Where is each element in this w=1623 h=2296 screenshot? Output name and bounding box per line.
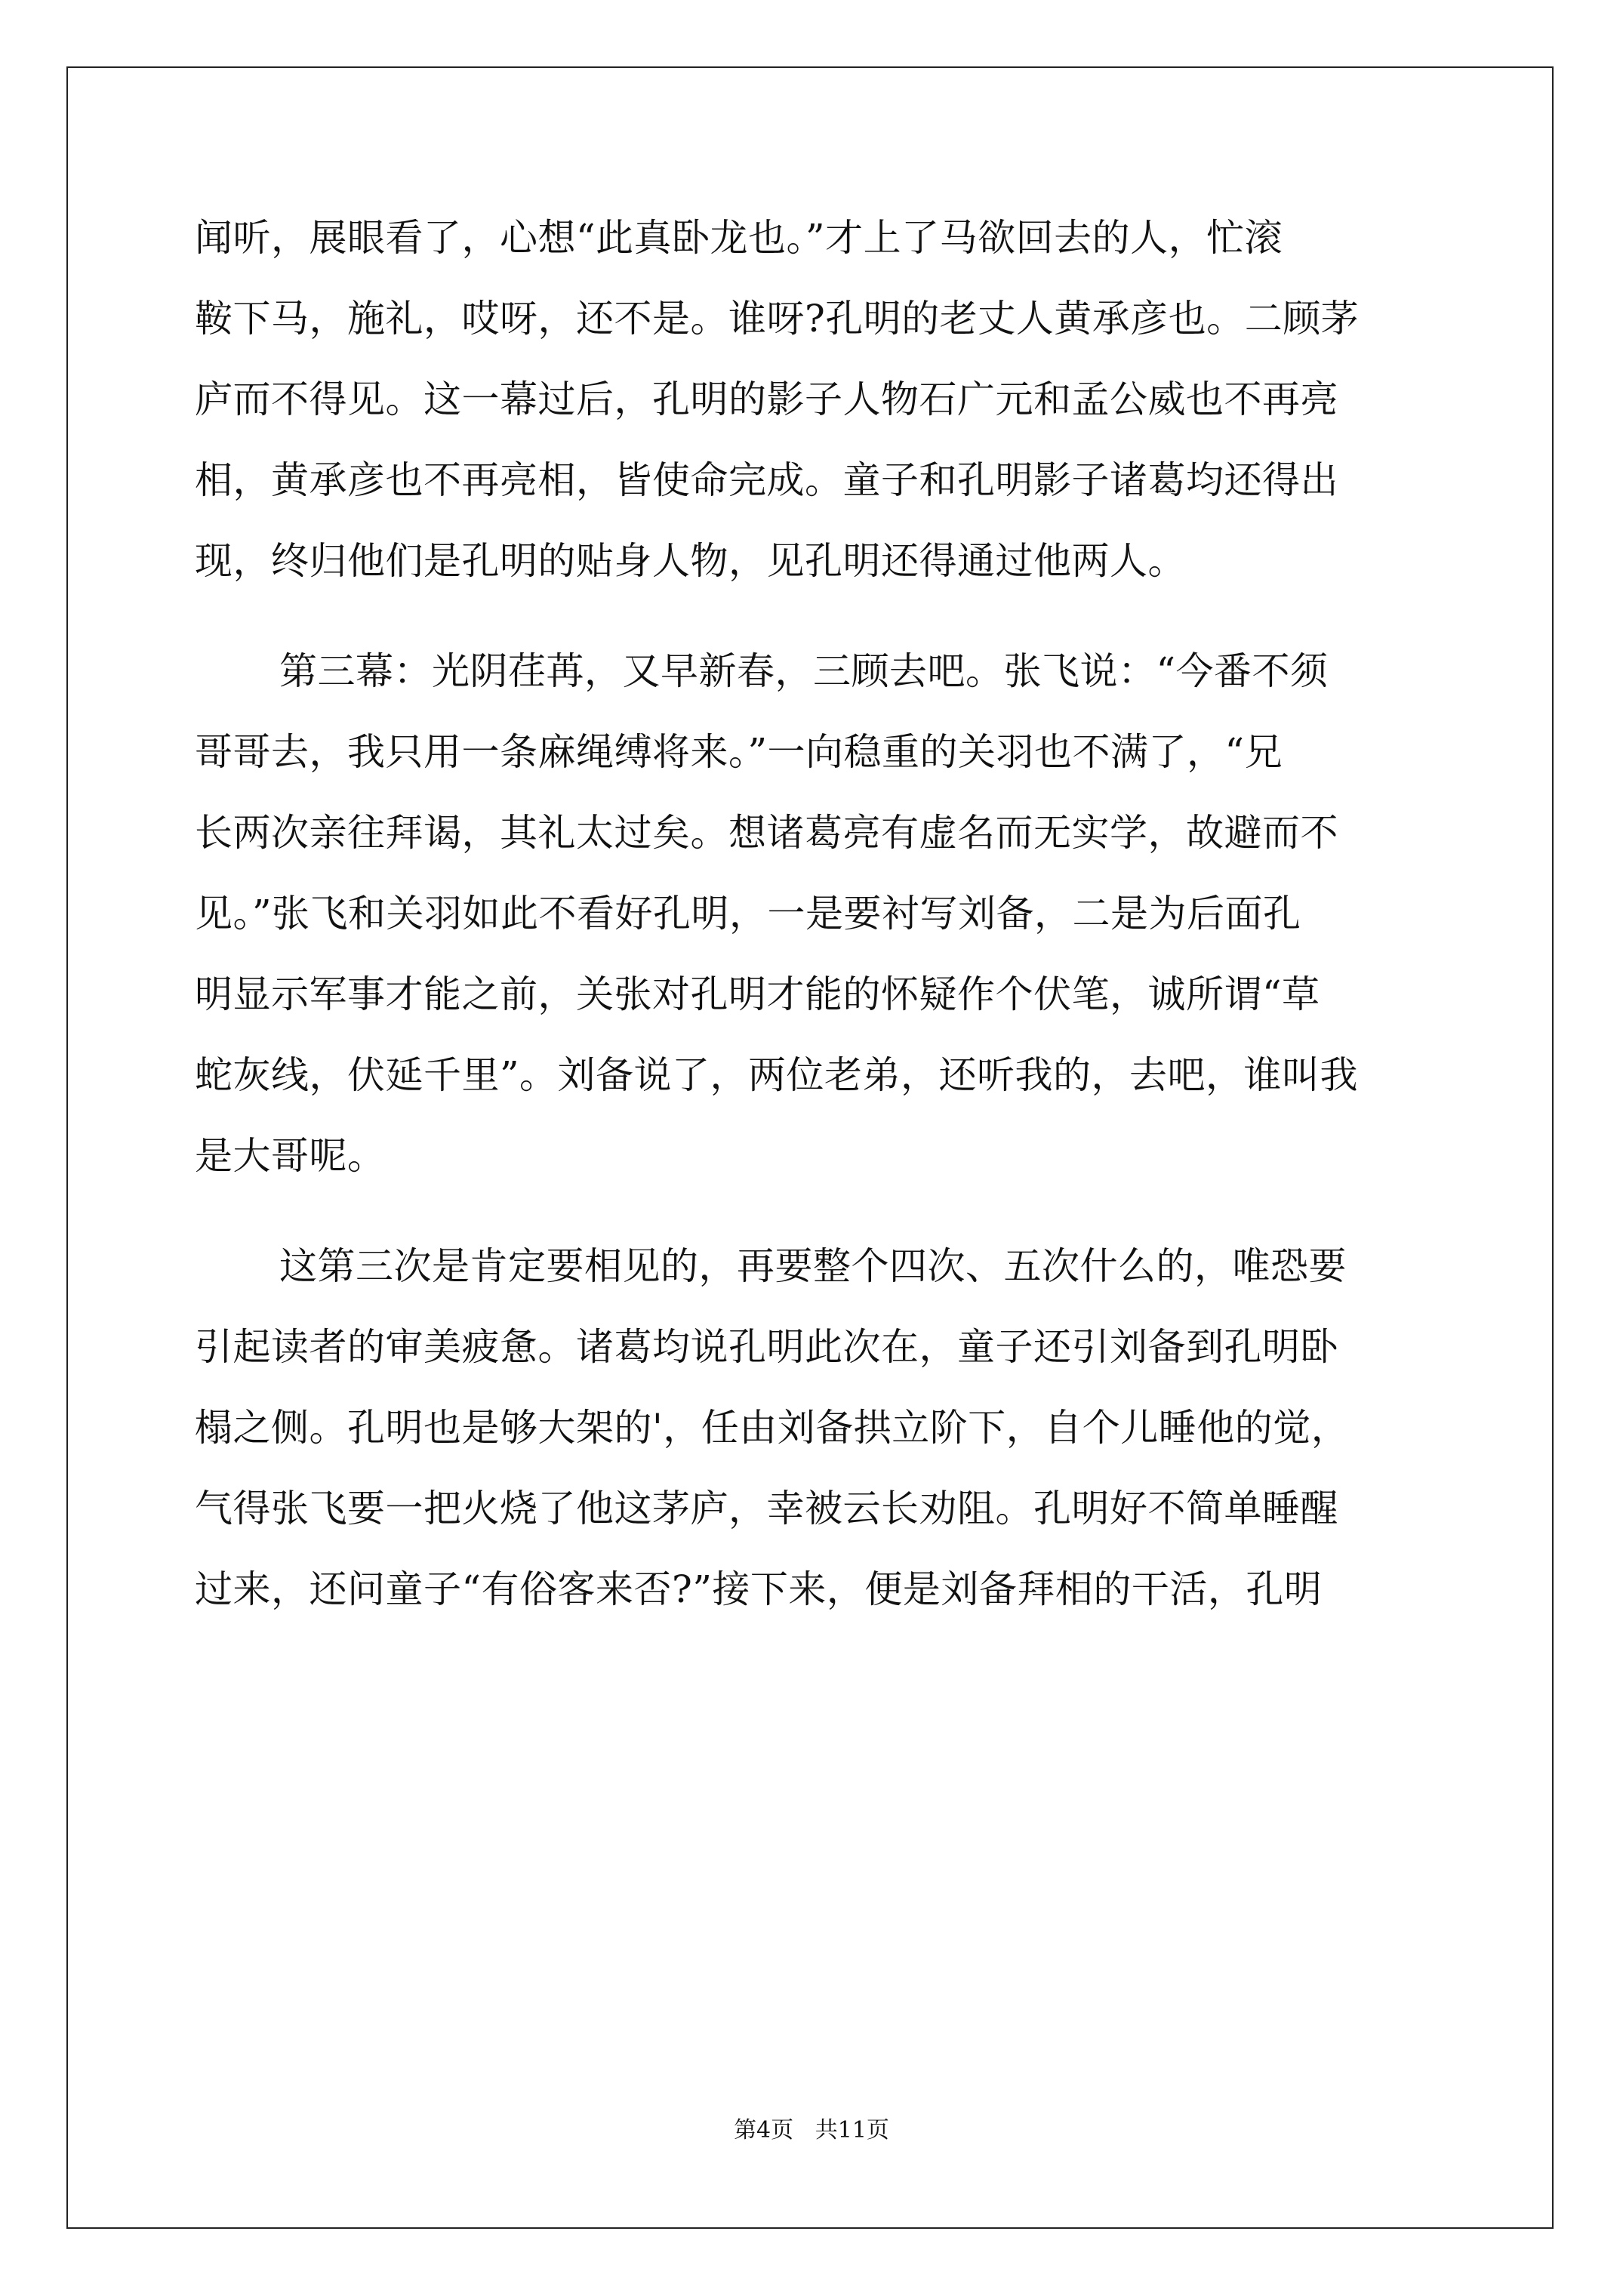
paragraph bbox=[195, 1226, 1433, 1630]
document-body bbox=[195, 198, 1433, 1630]
text-line: 见。”张飞和关羽如此不看好孔明，一是要衬写刘备，二是为后面孔 bbox=[195, 892, 1301, 935]
paragraph-gap bbox=[195, 602, 1433, 631]
text-line: 闻听，展眼看了，心想“此真卧龙也。”才上了马欲回去的人，忙滚 bbox=[195, 216, 1283, 260]
text-line: 蛇灰线，伏延千里”。刘备说了，两位老弟，还听我的，去吧，谁叫我 bbox=[195, 1053, 1359, 1097]
text-line: 过来，还问童子“有俗客来否?”接下来，便是刘备拜相的干活，孔明 bbox=[195, 1567, 1323, 1611]
text-line: 哥哥去，我只用一条麻绳缚将来。”一向稳重的关羽也不满了，“兄 bbox=[195, 730, 1283, 774]
text-line: 长两次亲往拜谒，其礼太过矣。想诸葛亮有虚名而无实学，故避而不 bbox=[195, 811, 1338, 855]
text-line: 明显示军事才能之前，关张对孔明才能的怀疑作个伏笔，诚所谓“草 bbox=[195, 972, 1320, 1016]
text-line: 现，终归他们是孔明的贴身人物，见孔明还得通过他两人。 bbox=[195, 539, 1186, 583]
text-line: 是大哥呢。 bbox=[195, 1134, 386, 1178]
paragraph-gap bbox=[195, 1197, 1433, 1226]
paragraph bbox=[195, 198, 1433, 602]
text-line: 这第三次是肯定要相见的，再要整个四次、五次什么的，唯恐要 bbox=[279, 1244, 1347, 1288]
text-line: 榻之侧。孔明也是够大架的'，任由刘备拱立阶下，自个儿睡他的觉， bbox=[195, 1406, 1350, 1450]
text-line: 第三幕：光阴荏苒，又早新春，三顾去吧。张飞说：“今番不须 bbox=[279, 649, 1329, 693]
text-line: 气得张飞要一把火烧了他这茅庐，幸被云长劝阻。孔明好不简单睡醒 bbox=[195, 1487, 1338, 1530]
text-line: 鞍下马，施礼，哎呀，还不是。谁呀?孔明的老丈人黄承彦也。二顾茅 bbox=[195, 297, 1360, 341]
text-line: 引起读者的审美疲惫。诸葛均说孔明此次在，童子还引刘备到孔明卧 bbox=[195, 1325, 1338, 1369]
text-line: 庐而不得见。这一幕过后，孔明的影子人物石广元和孟公威也不再亮 bbox=[195, 378, 1338, 421]
text-line: 相，黄承彦也不再亮相，皆使命完成。童子和孔明影子诸葛均还得出 bbox=[195, 458, 1338, 502]
page-footer: 第4页 共11页 bbox=[734, 2117, 889, 2143]
paragraph bbox=[195, 631, 1433, 1197]
